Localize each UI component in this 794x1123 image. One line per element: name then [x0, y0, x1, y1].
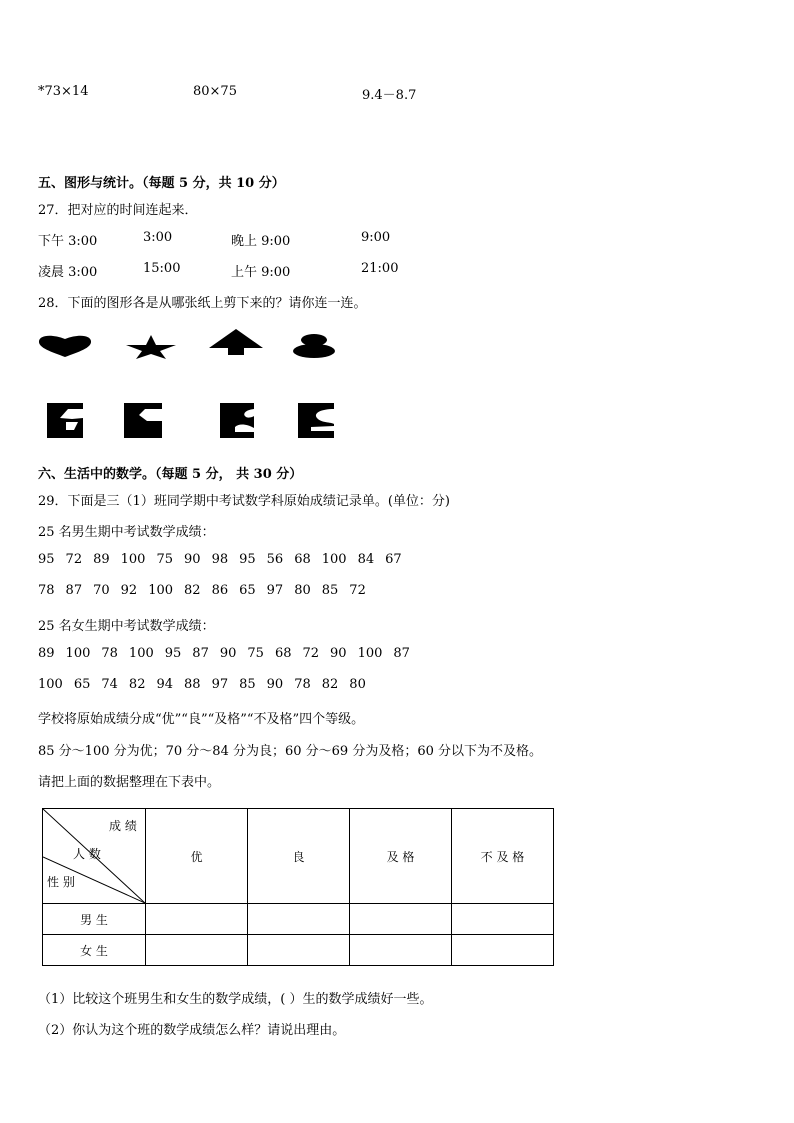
- score: 95: [38, 552, 55, 567]
- score: 97: [211, 677, 229, 692]
- time-label: 上午 9:00: [231, 265, 291, 280]
- answer-cell[interactable]: [350, 904, 452, 935]
- score: 97: [266, 583, 284, 598]
- time-label: 下午 3:00: [38, 234, 98, 249]
- score: 100: [357, 646, 383, 661]
- score: 85: [321, 583, 339, 598]
- column-header: 优: [146, 809, 248, 904]
- score: 89: [38, 646, 55, 661]
- score: 90: [219, 646, 237, 661]
- score: 75: [247, 646, 264, 661]
- score: 94: [156, 677, 174, 692]
- boys-scores-row-1: [38, 552, 413, 567]
- heart-icon: [38, 334, 92, 358]
- score: 82: [128, 677, 146, 692]
- paper-cut-b: [123, 402, 163, 439]
- score: 100: [148, 583, 174, 598]
- column-header: 良: [248, 809, 350, 904]
- paper-cut-c: [219, 402, 255, 439]
- column-header: 及 格: [350, 809, 452, 904]
- score: 100: [120, 552, 146, 567]
- instruction-text: 请把上面的数据整理在下表中。: [38, 775, 221, 790]
- table-corner-cell: [43, 809, 146, 904]
- answer-cell[interactable]: [248, 935, 350, 966]
- score: 92: [120, 583, 138, 598]
- score: 70: [93, 583, 110, 598]
- score: 82: [184, 583, 201, 598]
- score: 65: [73, 677, 91, 692]
- boys-scores-row-2: [38, 583, 377, 598]
- answer-cell[interactable]: [452, 904, 554, 935]
- star-icon: [125, 334, 177, 360]
- girls-scores-row-2: [38, 677, 377, 692]
- girls-label: 25 名女生期中考试数学成绩：: [38, 619, 215, 634]
- score: 85: [239, 677, 256, 692]
- calc-item-3: 9.4－8.7: [362, 88, 417, 103]
- time-label: 3:00: [143, 230, 173, 245]
- score: 75: [156, 552, 174, 567]
- grade-table: [42, 808, 554, 966]
- score: 72: [302, 646, 320, 661]
- score: 65: [239, 583, 256, 598]
- score: 87: [65, 583, 83, 598]
- score: 95: [164, 646, 182, 661]
- row-header-girls: 女 生: [43, 935, 146, 966]
- calc-item-2: 80×75: [193, 84, 237, 99]
- paper-cut-a: [46, 402, 84, 439]
- boys-label: 25 名男生期中考试数学成绩：: [38, 525, 215, 540]
- corner-label-gender: 性 别: [47, 875, 75, 889]
- score: 98: [211, 552, 229, 567]
- score: 90: [266, 677, 284, 692]
- paper-cut-d: [297, 402, 335, 439]
- girls-scores-row-1: [38, 646, 421, 661]
- score: 80: [294, 583, 311, 598]
- score: 87: [192, 646, 209, 661]
- score: 74: [101, 677, 118, 692]
- score: 78: [101, 646, 118, 661]
- score: 56: [266, 552, 284, 567]
- score: 90: [184, 552, 201, 567]
- score: 88: [184, 677, 201, 692]
- score: 100: [128, 646, 154, 661]
- answer-cell[interactable]: [452, 935, 554, 966]
- score: 90: [330, 646, 347, 661]
- score: 100: [38, 677, 63, 692]
- score: 68: [274, 646, 292, 661]
- score: 87: [393, 646, 410, 661]
- time-label: 凌晨 3:00: [38, 265, 98, 280]
- corner-label-score: 成 绩: [109, 819, 137, 833]
- answer-cell[interactable]: [248, 904, 350, 935]
- score: 86: [211, 583, 229, 598]
- rule-text: 85 分～100 分为优；70 分～84 分为良；60 分～69 分为及格；60 分以下为不及格。: [38, 744, 542, 759]
- time-label: 9:00: [361, 230, 391, 245]
- row-header-boys: 男 生: [43, 904, 146, 935]
- corner-label-count: 人 数: [73, 847, 101, 861]
- q27-text: 27．把对应的时间连起来．: [38, 203, 198, 218]
- section-6-title: 六、生活中的数学。（每题 5 分， 共 30 分）: [38, 467, 303, 482]
- q29-text: 29．下面是三（1）班同学期中考试数学科原始成绩记录单。(单位：分): [38, 494, 450, 509]
- column-header: 不 及 格: [452, 809, 554, 904]
- score: 67: [385, 552, 402, 567]
- q28-text: 28．下面的图形各是从哪张纸上剪下来的？请你连一连。: [38, 296, 367, 311]
- score: 95: [239, 552, 256, 567]
- time-label: 21:00: [361, 261, 399, 276]
- score: 89: [93, 552, 110, 567]
- score: 68: [294, 552, 311, 567]
- score: 84: [357, 552, 375, 567]
- answer-cell[interactable]: [146, 904, 248, 935]
- score: 100: [65, 646, 91, 661]
- calc-item-1: *73×14: [38, 84, 89, 99]
- arrow-up-icon: [208, 328, 264, 356]
- score: 72: [349, 583, 366, 598]
- score: 82: [321, 677, 339, 692]
- grade-text: 学校将原始成绩分成“优”“良”“及格”“不及格”四个等级。: [38, 712, 365, 727]
- time-label: 晚上 9:00: [231, 234, 291, 249]
- sub-question-2: （2）你认为这个班的数学成绩怎么样？请说出理由。: [38, 1023, 346, 1038]
- sub-question-1: （1）比较这个班男生和女生的数学成绩，( ）生的数学成绩好一些。: [38, 992, 433, 1007]
- section-5-title: 五、图形与统计。（每题 5 分，共 10 分）: [38, 176, 285, 191]
- score: 72: [65, 552, 83, 567]
- score: 78: [38, 583, 55, 598]
- blob-icon: [292, 333, 336, 359]
- answer-cell[interactable]: [350, 935, 452, 966]
- score: 78: [294, 677, 311, 692]
- answer-cell[interactable]: [146, 935, 248, 966]
- time-label: 15:00: [143, 261, 181, 276]
- score: 100: [321, 552, 347, 567]
- score: 80: [349, 677, 366, 692]
